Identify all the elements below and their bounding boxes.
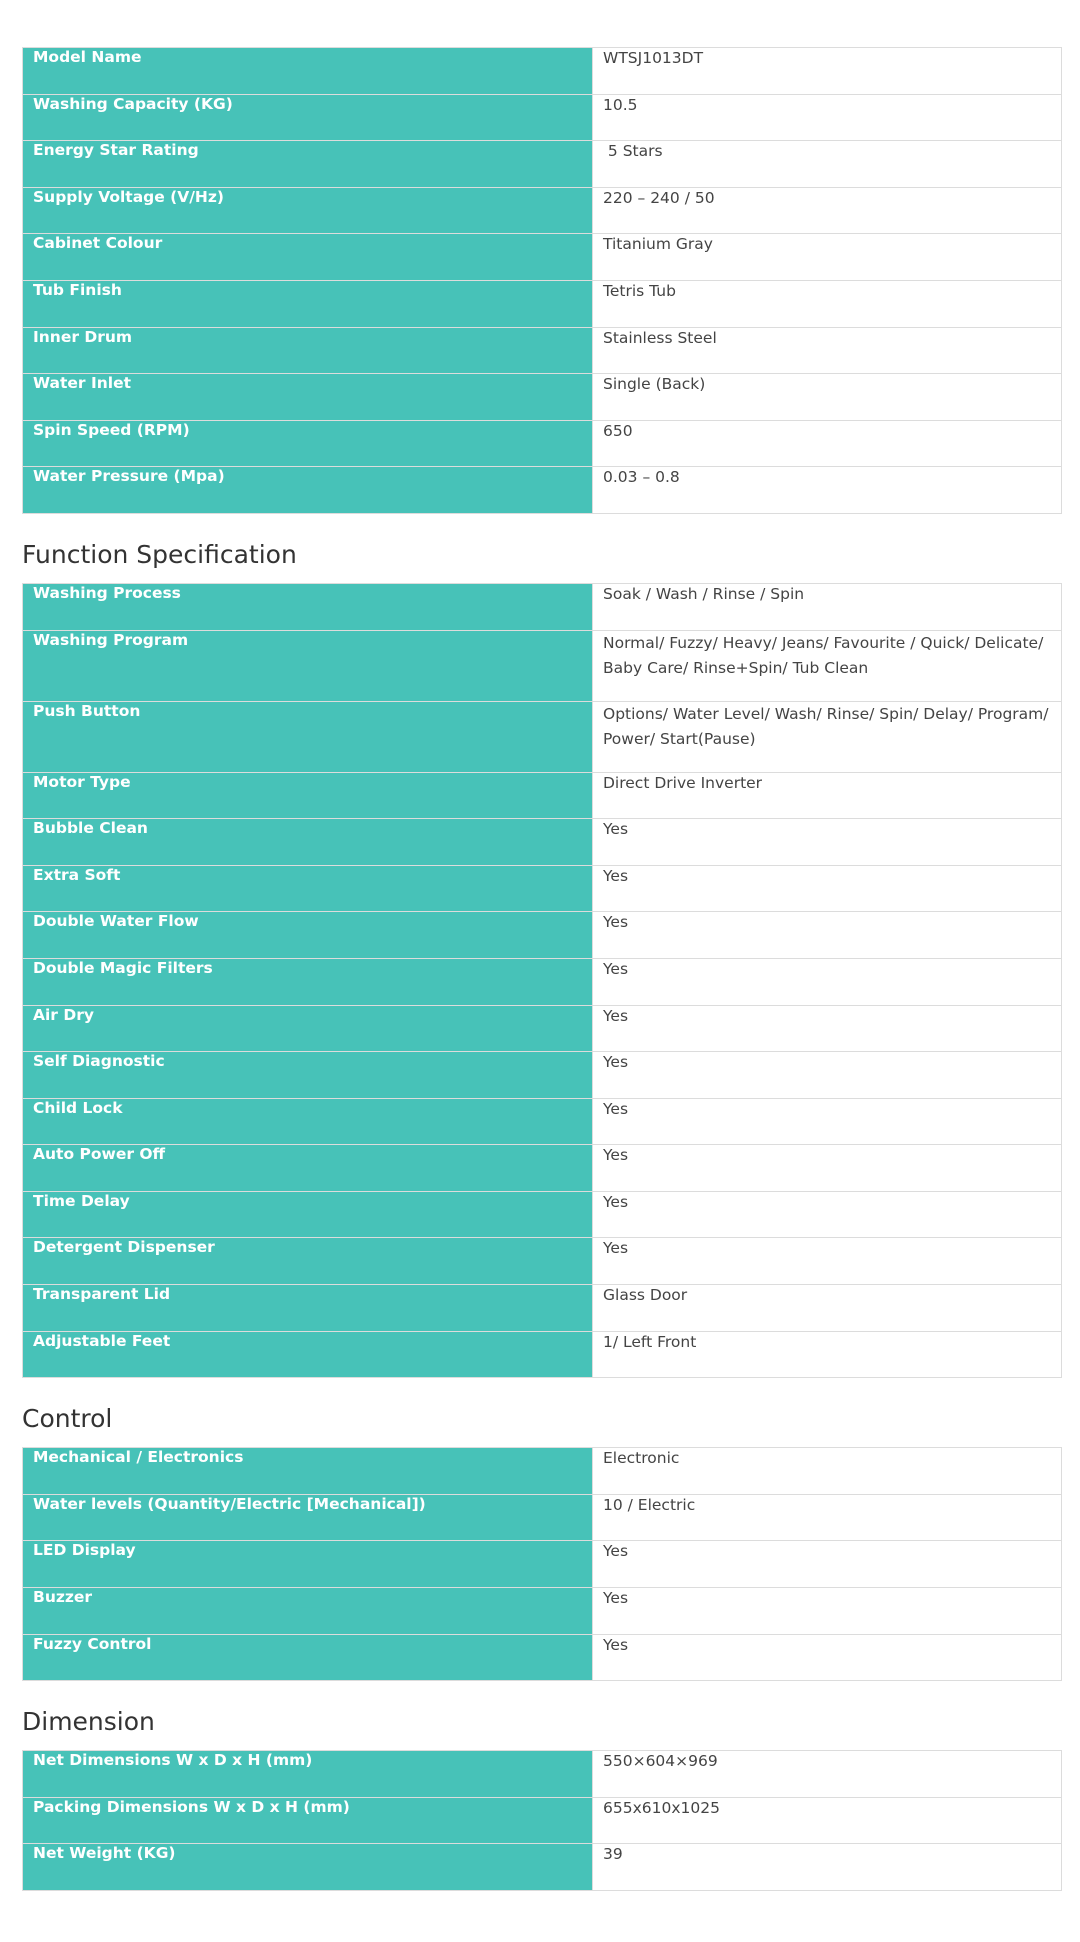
spec-label: Time Delay xyxy=(23,1191,593,1238)
spec-value: 5 Stars xyxy=(593,141,1062,188)
spec-value: 39 xyxy=(593,1844,1062,1891)
table-row xyxy=(23,327,1062,374)
spec-page xyxy=(22,47,1061,1891)
spec-label: Inner Drum xyxy=(23,327,593,374)
spec-value: Soak / Wash / Rinse / Spin xyxy=(593,583,1062,630)
spec-value: Direct Drive Inverter xyxy=(593,772,1062,819)
table-row xyxy=(23,1797,1062,1844)
spec-label: Washing Capacity (KG) xyxy=(23,94,593,141)
spec-label: Self Diagnostic xyxy=(23,1052,593,1099)
table-row xyxy=(23,912,1062,959)
spec-value: Yes xyxy=(593,1634,1062,1681)
spec-label: LED Display xyxy=(23,1541,593,1588)
spec-value: Yes xyxy=(593,1191,1062,1238)
table-row xyxy=(23,630,1062,701)
table-row xyxy=(23,1238,1062,1285)
control-spec-table xyxy=(22,1447,1062,1681)
spec-value: Yes xyxy=(593,865,1062,912)
table-row xyxy=(23,1588,1062,1635)
spec-value: Yes xyxy=(593,912,1062,959)
spec-value: Yes xyxy=(593,1098,1062,1145)
spec-label: Net Dimensions W x D x H (mm) xyxy=(23,1751,593,1798)
table-row xyxy=(23,187,1062,234)
spec-value: 0.03 – 0.8 xyxy=(593,467,1062,514)
spec-label: Net Weight (KG) xyxy=(23,1844,593,1891)
spec-label: Water levels (Quantity/Electric [Mechanical]) xyxy=(23,1494,593,1541)
table-row xyxy=(23,1145,1062,1192)
table-row xyxy=(23,701,1062,772)
spec-value: Yes xyxy=(593,1238,1062,1285)
spec-value: Yes xyxy=(593,1005,1062,1052)
spec-value: 1/ Left Front xyxy=(593,1331,1062,1378)
spec-label: Push Button xyxy=(23,701,593,772)
table-row xyxy=(23,1191,1062,1238)
table-row xyxy=(23,141,1062,188)
spec-value: Yes xyxy=(593,819,1062,866)
section-title-control: Control xyxy=(22,1404,113,1434)
table-row xyxy=(23,420,1062,467)
table-row xyxy=(23,819,1062,866)
spec-value: Stainless Steel xyxy=(593,327,1062,374)
function-spec-table xyxy=(22,583,1062,1378)
spec-value: 655x610x1025 xyxy=(593,1797,1062,1844)
table-row xyxy=(23,1494,1062,1541)
spec-label: Spin Speed (RPM) xyxy=(23,420,593,467)
table-row xyxy=(23,467,1062,514)
table-row xyxy=(23,1005,1062,1052)
table-row xyxy=(23,583,1062,630)
section-title-dimension: Dimension xyxy=(22,1707,155,1737)
spec-label: Transparent Lid xyxy=(23,1285,593,1332)
spec-label: Model Name xyxy=(23,48,593,95)
table-row xyxy=(23,1844,1062,1891)
table-row xyxy=(23,1285,1062,1332)
spec-value: 220 – 240 / 50 xyxy=(593,187,1062,234)
spec-value: 550×604×969 xyxy=(593,1751,1062,1798)
spec-value: Glass Door xyxy=(593,1285,1062,1332)
table-row xyxy=(23,772,1062,819)
spec-label: Cabinet Colour xyxy=(23,234,593,281)
table-row xyxy=(23,280,1062,327)
spec-label: Motor Type xyxy=(23,772,593,819)
spec-label: Buzzer xyxy=(23,1588,593,1635)
spec-label: Water Pressure (Mpa) xyxy=(23,467,593,514)
spec-value: Tetris Tub xyxy=(593,280,1062,327)
spec-label: Water Inlet xyxy=(23,374,593,421)
spec-value: WTSJ1013DT xyxy=(593,48,1062,95)
table-row xyxy=(23,865,1062,912)
spec-value: Yes xyxy=(593,1145,1062,1192)
spec-label: Fuzzy Control xyxy=(23,1634,593,1681)
table-row xyxy=(23,1448,1062,1495)
table-row xyxy=(23,94,1062,141)
spec-value: Titanium Gray xyxy=(593,234,1062,281)
table-row xyxy=(23,374,1062,421)
spec-label: Washing Program xyxy=(23,630,593,701)
spec-label: Packing Dimensions W x D x H (mm) xyxy=(23,1797,593,1844)
spec-value: Electronic xyxy=(593,1448,1062,1495)
spec-label: Mechanical / Electronics xyxy=(23,1448,593,1495)
spec-label: Tub Finish xyxy=(23,280,593,327)
table-row xyxy=(23,1634,1062,1681)
spec-label: Washing Process xyxy=(23,583,593,630)
spec-label: Double Water Flow xyxy=(23,912,593,959)
table-row xyxy=(23,1052,1062,1099)
general-spec-table xyxy=(22,47,1062,514)
spec-value: 650 xyxy=(593,420,1062,467)
spec-value: 10.5 xyxy=(593,94,1062,141)
spec-label: Adjustable Feet xyxy=(23,1331,593,1378)
spec-label: Child Lock xyxy=(23,1098,593,1145)
spec-value: Single (Back) xyxy=(593,374,1062,421)
table-row xyxy=(23,234,1062,281)
spec-value: Options/ Water Level/ Wash/ Rinse/ Spin/ Delay/ Program/ Power/ Start(Pause) xyxy=(593,701,1062,772)
spec-label: Extra Soft xyxy=(23,865,593,912)
spec-value: Yes xyxy=(593,1588,1062,1635)
table-row xyxy=(23,958,1062,1005)
spec-label: Detergent Dispenser xyxy=(23,1238,593,1285)
spec-label: Energy Star Rating xyxy=(23,141,593,188)
spec-value: Yes xyxy=(593,1052,1062,1099)
table-row xyxy=(23,1331,1062,1378)
spec-value: Yes xyxy=(593,958,1062,1005)
section-title-function: Function Specification xyxy=(22,539,297,569)
table-row xyxy=(23,1541,1062,1588)
dimension-spec-table xyxy=(22,1750,1062,1891)
table-row xyxy=(23,1751,1062,1798)
spec-label: Air Dry xyxy=(23,1005,593,1052)
spec-label: Double Magic Filters xyxy=(23,958,593,1005)
spec-label: Auto Power Off xyxy=(23,1145,593,1192)
table-row xyxy=(23,1098,1062,1145)
table-row xyxy=(23,48,1062,95)
spec-value: 10 / Electric xyxy=(593,1494,1062,1541)
spec-label: Bubble Clean xyxy=(23,819,593,866)
spec-value: Normal/ Fuzzy/ Heavy/ Jeans/ Favourite / Quick/ Delicate/ Baby Care/ Rinse+Spin/ Tub Clean xyxy=(593,630,1062,701)
spec-value: Yes xyxy=(593,1541,1062,1588)
spec-label: Supply Voltage (V/Hz) xyxy=(23,187,593,234)
